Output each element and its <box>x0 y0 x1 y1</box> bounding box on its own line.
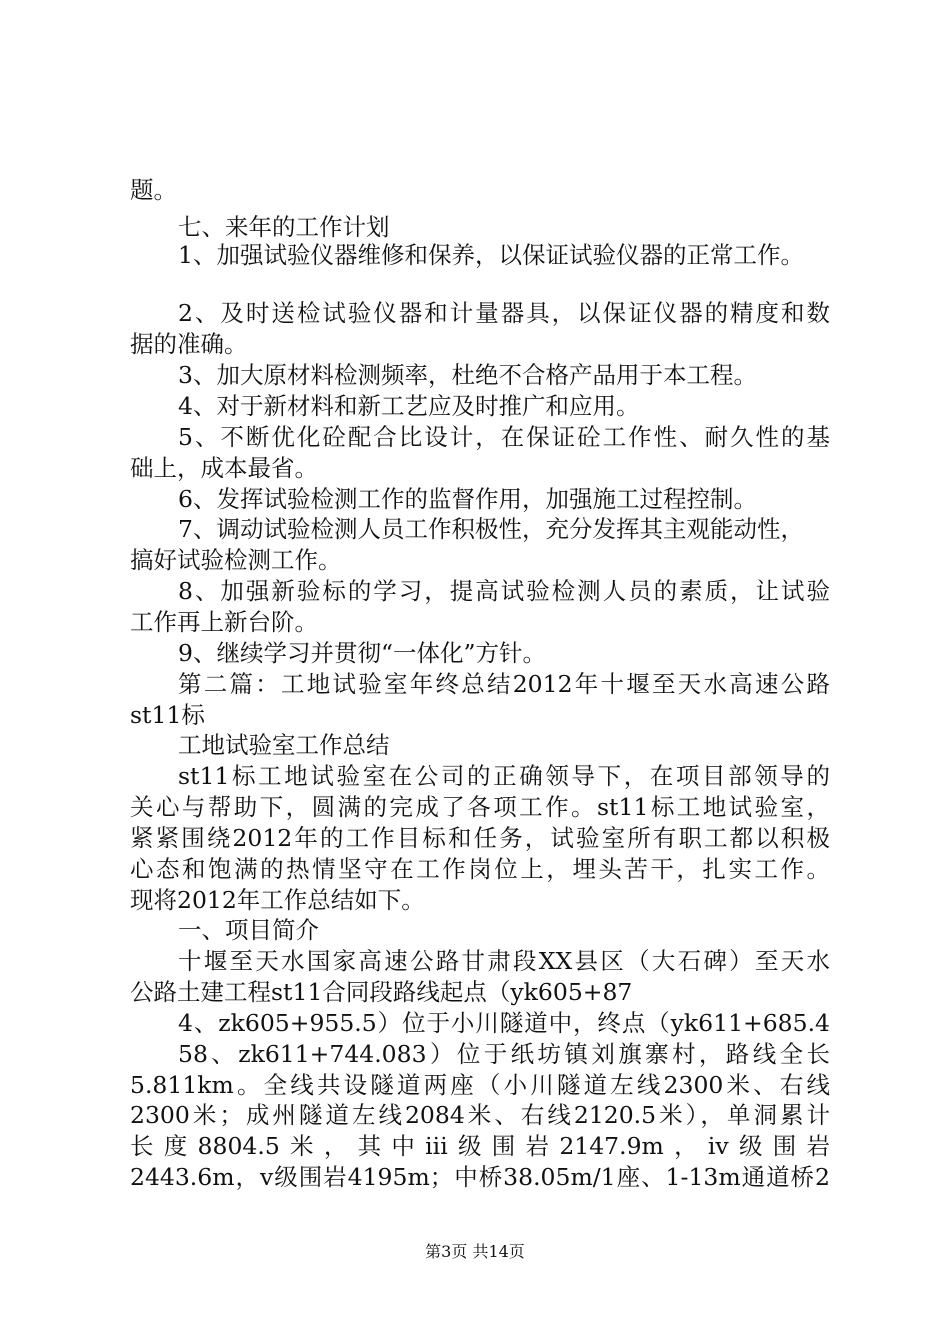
text-line: 十堰至天水国家高速公路甘肃段XX县区（大石碑）至天水 <box>178 947 830 975</box>
text-line: st11标工地试验室在公司的正确领导下，在项目部领导的 <box>178 762 830 790</box>
text-line: 题。 <box>130 176 177 204</box>
text-line: 4、对于新材料和新工艺应及时推广和应用。 <box>178 392 640 420</box>
text-line: 现将2012年工作总结如下。 <box>130 886 425 914</box>
text-line: 工作再上新台阶。 <box>130 608 318 636</box>
text-line: 7、调动试验检测人员工作积极性，充分发挥其主观能动性， <box>178 515 804 543</box>
text-line: 2、及时送检试验仪器和计量器具，以保证仪器的精度和数 <box>178 299 830 327</box>
text-line: 2443.6m，v级围岩4195m；中桥38.05m/1座、1-13m通道桥2 <box>130 1163 830 1191</box>
text-line: 6、发挥试验检测工作的监督作用，加强施工过程控制。 <box>178 485 757 513</box>
text-line: 9、继续学习并贯彻“一体化”方针。 <box>178 639 546 667</box>
text-line: 心态和饱满的热情坚守在工作岗位上，埋头苦干，扎实工作。 <box>130 855 830 883</box>
chapter-heading-continued: st11标 <box>130 701 205 729</box>
text-line: 5.811km。全线共设隧道两座（小川隧道左线2300米、右线 <box>130 1071 830 1099</box>
section-heading: 七、来年的工作计划 <box>178 213 390 241</box>
text-line: 紧紧围绕2012年的工作目标和任务，试验室所有职工都以积极 <box>130 824 830 852</box>
text-line: 58、zk611+744.083）位于纸坊镇刘旗寨村，路线全长 <box>178 1040 830 1068</box>
text-line: 8、加强新验标的学习，提高试验检测人员的素质，让试验 <box>178 577 830 605</box>
text-line: 搞好试验检测工作。 <box>130 546 342 574</box>
text-line: 据的准确。 <box>130 330 248 358</box>
text-line: 2300米；成州隧道左线2084米、右线2120.5米），单洞累计 <box>130 1101 830 1129</box>
subtitle: 工地试验室工作总结 <box>178 731 390 759</box>
text-line: 公路土建工程st11合同段路线起点（yk605+87 <box>130 978 633 1006</box>
text-line: 关心与帮助下，圆满的完成了各项工作。st11标工地试验室， <box>130 793 830 821</box>
page-footer: 第3页 共14页 <box>425 1242 525 1261</box>
text-line: 3、加大原材料检测频率，杜绝不合格产品用于本工程。 <box>178 361 757 389</box>
text-line: 长度8804.5米，其中iii级围岩2147.9m，iv级围岩 <box>130 1132 830 1160</box>
section-heading: 一、项目简介 <box>178 916 319 944</box>
text-line: 1、加强试验仪器维修和保养，以保证试验仪器的正常工作。 <box>178 241 804 269</box>
text-line: 础上，成本最省。 <box>130 454 318 482</box>
text-line: 4、zk605+955.5）位于小川隧道中，终点（yk611+685.4 <box>178 1009 830 1037</box>
text-line: 5、不断优化砼配合比设计，在保证砼工作性、耐久性的基 <box>178 423 830 451</box>
chapter-heading: 第二篇：工地试验室年终总结2012年十堰至天水高速公路 <box>178 670 830 698</box>
